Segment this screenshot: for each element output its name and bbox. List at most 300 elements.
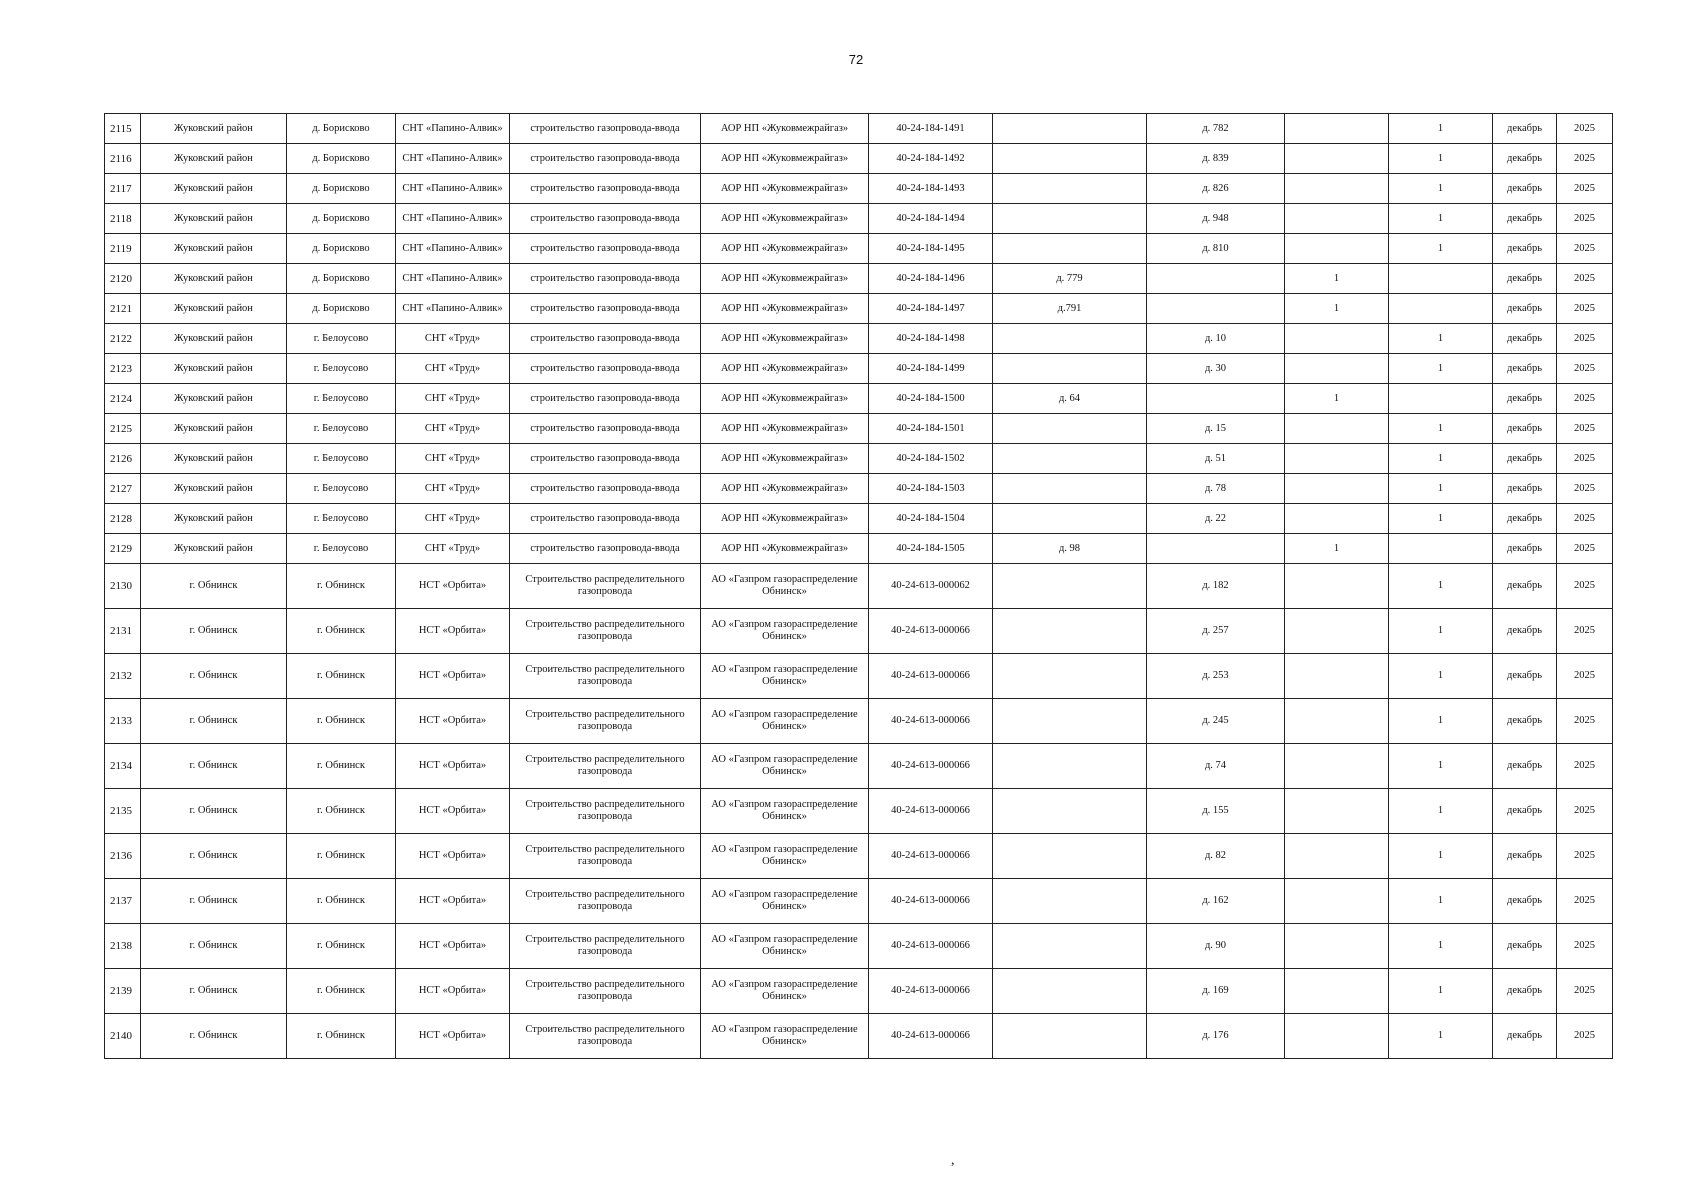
organization-cell: АО «Газпром газораспределение Обнинск» — [701, 789, 869, 834]
gasification-table — [104, 113, 1613, 1059]
table-body — [105, 114, 1613, 1059]
house-b-cell: д. 30 — [1147, 354, 1285, 384]
table-row — [105, 144, 1613, 174]
object-code-cell: 40-24-613-000066 — [869, 1014, 993, 1059]
house-a-cell — [993, 564, 1147, 609]
snt-cell: СНТ «Папино-Алвик» — [396, 234, 510, 264]
house-a-cell — [993, 969, 1147, 1014]
organization-cell: АО «Газпром газораспределение Обнинск» — [701, 1014, 869, 1059]
snt-cell: НСТ «Орбита» — [396, 879, 510, 924]
count-b-cell: 1 — [1389, 144, 1493, 174]
count-b-cell: 1 — [1389, 654, 1493, 699]
row-number-cell: 2119 — [105, 234, 141, 264]
locality-cell: д. Борисково — [287, 174, 396, 204]
table-row — [105, 264, 1613, 294]
row-number-cell: 2124 — [105, 384, 141, 414]
district-cell: Жуковский район — [141, 264, 287, 294]
locality-cell: г. Обнинск — [287, 879, 396, 924]
object-code-cell: 40-24-613-000066 — [869, 969, 993, 1014]
snt-cell: СНТ «Папино-Алвик» — [396, 144, 510, 174]
district-cell: г. Обнинск — [141, 609, 287, 654]
table-row — [105, 969, 1613, 1014]
month-cell: декабрь — [1493, 654, 1557, 699]
table-row — [105, 354, 1613, 384]
year-cell: 2025 — [1557, 1014, 1613, 1059]
count-a-cell — [1285, 504, 1389, 534]
district-cell: г. Обнинск — [141, 834, 287, 879]
object-code-cell: 40-24-613-000066 — [869, 789, 993, 834]
count-a-cell — [1285, 204, 1389, 234]
district-cell: Жуковский район — [141, 384, 287, 414]
locality-cell: г. Обнинск — [287, 834, 396, 879]
house-a-cell — [993, 474, 1147, 504]
month-cell: декабрь — [1493, 789, 1557, 834]
locality-cell: г. Белоусово — [287, 354, 396, 384]
year-cell: 2025 — [1557, 744, 1613, 789]
table-row — [105, 474, 1613, 504]
house-a-cell — [993, 654, 1147, 699]
year-cell: 2025 — [1557, 414, 1613, 444]
house-b-cell: д. 51 — [1147, 444, 1285, 474]
count-b-cell: 1 — [1389, 504, 1493, 534]
object-code-cell: 40-24-184-1491 — [869, 114, 993, 144]
locality-cell: г. Белоусово — [287, 414, 396, 444]
work-type-cell: строительство газопровода-ввода — [510, 504, 701, 534]
object-code-cell: 40-24-184-1501 — [869, 414, 993, 444]
table-row — [105, 564, 1613, 609]
house-b-cell: д. 155 — [1147, 789, 1285, 834]
house-b-cell: д. 15 — [1147, 414, 1285, 444]
house-a-cell — [993, 504, 1147, 534]
count-a-cell — [1285, 474, 1389, 504]
year-cell: 2025 — [1557, 444, 1613, 474]
house-b-cell — [1147, 264, 1285, 294]
year-cell: 2025 — [1557, 324, 1613, 354]
table-row — [105, 384, 1613, 414]
table-row — [105, 414, 1613, 444]
house-b-cell: д. 948 — [1147, 204, 1285, 234]
row-number-cell: 2138 — [105, 924, 141, 969]
count-a-cell — [1285, 114, 1389, 144]
house-a-cell — [993, 114, 1147, 144]
snt-cell: СНТ «Труд» — [396, 414, 510, 444]
house-a-cell — [993, 834, 1147, 879]
district-cell: г. Обнинск — [141, 789, 287, 834]
year-cell: 2025 — [1557, 174, 1613, 204]
organization-cell: АОР НП «Жуковмежрайгаз» — [701, 114, 869, 144]
organization-cell: АО «Газпром газораспределение Обнинск» — [701, 654, 869, 699]
district-cell: г. Обнинск — [141, 924, 287, 969]
work-type-cell: строительство газопровода-ввода — [510, 264, 701, 294]
table-row — [105, 789, 1613, 834]
work-type-cell: Строительство распределительного газопровода — [510, 744, 701, 789]
locality-cell: г. Обнинск — [287, 609, 396, 654]
district-cell: г. Обнинск — [141, 1014, 287, 1059]
month-cell: декабрь — [1493, 474, 1557, 504]
object-code-cell: 40-24-184-1497 — [869, 294, 993, 324]
organization-cell: АОР НП «Жуковмежрайгаз» — [701, 474, 869, 504]
object-code-cell: 40-24-613-000066 — [869, 879, 993, 924]
house-a-cell — [993, 744, 1147, 789]
locality-cell: г. Обнинск — [287, 699, 396, 744]
count-a-cell — [1285, 699, 1389, 744]
locality-cell: г. Обнинск — [287, 789, 396, 834]
count-b-cell: 1 — [1389, 969, 1493, 1014]
organization-cell: АО «Газпром газораспределение Обнинск» — [701, 609, 869, 654]
year-cell: 2025 — [1557, 294, 1613, 324]
year-cell: 2025 — [1557, 969, 1613, 1014]
house-b-cell — [1147, 294, 1285, 324]
organization-cell: АО «Газпром газораспределение Обнинск» — [701, 744, 869, 789]
row-number-cell: 2115 — [105, 114, 141, 144]
month-cell: декабрь — [1493, 1014, 1557, 1059]
count-b-cell: 1 — [1389, 354, 1493, 384]
locality-cell: д. Борисково — [287, 234, 396, 264]
count-a-cell: 1 — [1285, 294, 1389, 324]
object-code-cell: 40-24-613-000066 — [869, 744, 993, 789]
house-b-cell: д. 169 — [1147, 969, 1285, 1014]
organization-cell: АО «Газпром газораспределение Обнинск» — [701, 699, 869, 744]
district-cell: Жуковский район — [141, 324, 287, 354]
count-a-cell — [1285, 744, 1389, 789]
year-cell: 2025 — [1557, 609, 1613, 654]
month-cell: декабрь — [1493, 534, 1557, 564]
organization-cell: АОР НП «Жуковмежрайгаз» — [701, 294, 869, 324]
organization-cell: АОР НП «Жуковмежрайгаз» — [701, 234, 869, 264]
house-a-cell — [993, 924, 1147, 969]
count-a-cell — [1285, 654, 1389, 699]
count-a-cell — [1285, 444, 1389, 474]
district-cell: Жуковский район — [141, 294, 287, 324]
snt-cell: НСТ «Орбита» — [396, 969, 510, 1014]
count-b-cell: 1 — [1389, 204, 1493, 234]
organization-cell: АОР НП «Жуковмежрайгаз» — [701, 384, 869, 414]
house-a-cell — [993, 414, 1147, 444]
work-type-cell: строительство газопровода-ввода — [510, 474, 701, 504]
house-b-cell: д. 22 — [1147, 504, 1285, 534]
table-row — [105, 654, 1613, 699]
table-row — [105, 834, 1613, 879]
object-code-cell: 40-24-613-000066 — [869, 609, 993, 654]
locality-cell: г. Обнинск — [287, 654, 396, 699]
work-type-cell: строительство газопровода-ввода — [510, 114, 701, 144]
table-row — [105, 609, 1613, 654]
count-b-cell: 1 — [1389, 1014, 1493, 1059]
district-cell: Жуковский район — [141, 234, 287, 264]
object-code-cell: 40-24-613-000066 — [869, 699, 993, 744]
house-b-cell: д. 74 — [1147, 744, 1285, 789]
organization-cell: АО «Газпром газораспределение Обнинск» — [701, 834, 869, 879]
house-a-cell — [993, 234, 1147, 264]
object-code-cell: 40-24-184-1505 — [869, 534, 993, 564]
work-type-cell: строительство газопровода-ввода — [510, 384, 701, 414]
row-number-cell: 2125 — [105, 414, 141, 444]
count-b-cell: 1 — [1389, 879, 1493, 924]
district-cell: Жуковский район — [141, 174, 287, 204]
house-a-cell — [993, 174, 1147, 204]
locality-cell: г. Обнинск — [287, 924, 396, 969]
locality-cell: г. Белоусово — [287, 444, 396, 474]
house-b-cell: д. 162 — [1147, 879, 1285, 924]
row-number-cell: 2118 — [105, 204, 141, 234]
snt-cell: СНТ «Папино-Алвик» — [396, 114, 510, 144]
work-type-cell: строительство газопровода-ввода — [510, 204, 701, 234]
locality-cell: д. Борисково — [287, 144, 396, 174]
locality-cell: г. Белоусово — [287, 534, 396, 564]
year-cell: 2025 — [1557, 654, 1613, 699]
row-number-cell: 2126 — [105, 444, 141, 474]
count-a-cell — [1285, 609, 1389, 654]
object-code-cell: 40-24-613-000062 — [869, 564, 993, 609]
snt-cell: НСТ «Орбита» — [396, 609, 510, 654]
snt-cell: НСТ «Орбита» — [396, 834, 510, 879]
snt-cell: СНТ «Папино-Алвик» — [396, 294, 510, 324]
work-type-cell: Строительство распределительного газопровода — [510, 564, 701, 609]
year-cell: 2025 — [1557, 264, 1613, 294]
snt-cell: НСТ «Орбита» — [396, 699, 510, 744]
table-row — [105, 204, 1613, 234]
object-code-cell: 40-24-184-1492 — [869, 144, 993, 174]
snt-cell: СНТ «Папино-Алвик» — [396, 264, 510, 294]
work-type-cell: строительство газопровода-ввода — [510, 234, 701, 264]
work-type-cell: Строительство распределительного газопровода — [510, 789, 701, 834]
count-b-cell: 1 — [1389, 564, 1493, 609]
table-row — [105, 324, 1613, 354]
count-b-cell — [1389, 294, 1493, 324]
organization-cell: АОР НП «Жуковмежрайгаз» — [701, 504, 869, 534]
count-a-cell — [1285, 789, 1389, 834]
year-cell: 2025 — [1557, 924, 1613, 969]
work-type-cell: строительство газопровода-ввода — [510, 174, 701, 204]
row-number-cell: 2134 — [105, 744, 141, 789]
house-b-cell: д. 78 — [1147, 474, 1285, 504]
house-a-cell — [993, 144, 1147, 174]
row-number-cell: 2132 — [105, 654, 141, 699]
house-b-cell: д. 82 — [1147, 834, 1285, 879]
table-row — [105, 174, 1613, 204]
month-cell: декабрь — [1493, 294, 1557, 324]
house-a-cell — [993, 879, 1147, 924]
organization-cell: АОР НП «Жуковмежрайгаз» — [701, 144, 869, 174]
count-a-cell — [1285, 144, 1389, 174]
district-cell: Жуковский район — [141, 534, 287, 564]
object-code-cell: 40-24-184-1498 — [869, 324, 993, 354]
district-cell: Жуковский район — [141, 504, 287, 534]
month-cell: декабрь — [1493, 174, 1557, 204]
object-code-cell: 40-24-184-1495 — [869, 234, 993, 264]
house-b-cell: д. 253 — [1147, 654, 1285, 699]
locality-cell: г. Белоусово — [287, 384, 396, 414]
district-cell: г. Обнинск — [141, 879, 287, 924]
month-cell: декабрь — [1493, 354, 1557, 384]
work-type-cell: строительство газопровода-ввода — [510, 324, 701, 354]
month-cell: декабрь — [1493, 834, 1557, 879]
snt-cell: НСТ «Орбита» — [396, 744, 510, 789]
locality-cell: д. Борисково — [287, 204, 396, 234]
scan-mark: , — [951, 1153, 955, 1168]
count-b-cell: 1 — [1389, 234, 1493, 264]
table-row — [105, 1014, 1613, 1059]
district-cell: Жуковский район — [141, 114, 287, 144]
house-b-cell: д. 810 — [1147, 234, 1285, 264]
count-a-cell — [1285, 969, 1389, 1014]
row-number-cell: 2131 — [105, 609, 141, 654]
count-b-cell: 1 — [1389, 114, 1493, 144]
count-a-cell — [1285, 924, 1389, 969]
count-b-cell: 1 — [1389, 609, 1493, 654]
house-b-cell: д. 90 — [1147, 924, 1285, 969]
row-number-cell: 2117 — [105, 174, 141, 204]
house-b-cell: д. 182 — [1147, 564, 1285, 609]
organization-cell: АО «Газпром газораспределение Обнинск» — [701, 564, 869, 609]
count-b-cell — [1389, 264, 1493, 294]
house-b-cell: д. 826 — [1147, 174, 1285, 204]
house-a-cell — [993, 204, 1147, 234]
work-type-cell: Строительство распределительного газопровода — [510, 834, 701, 879]
locality-cell: д. Борисково — [287, 294, 396, 324]
year-cell: 2025 — [1557, 534, 1613, 564]
house-b-cell: д. 245 — [1147, 699, 1285, 744]
row-number-cell: 2122 — [105, 324, 141, 354]
count-b-cell: 1 — [1389, 324, 1493, 354]
month-cell: декабрь — [1493, 264, 1557, 294]
count-b-cell: 1 — [1389, 834, 1493, 879]
snt-cell: СНТ «Труд» — [396, 504, 510, 534]
count-b-cell: 1 — [1389, 924, 1493, 969]
year-cell: 2025 — [1557, 474, 1613, 504]
month-cell: декабрь — [1493, 144, 1557, 174]
year-cell: 2025 — [1557, 204, 1613, 234]
house-a-cell: д.791 — [993, 294, 1147, 324]
district-cell: Жуковский район — [141, 354, 287, 384]
work-type-cell: строительство газопровода-ввода — [510, 144, 701, 174]
district-cell: Жуковский район — [141, 444, 287, 474]
house-a-cell — [993, 324, 1147, 354]
district-cell: Жуковский район — [141, 144, 287, 174]
year-cell: 2025 — [1557, 114, 1613, 144]
table-row — [105, 504, 1613, 534]
locality-cell: г. Обнинск — [287, 1014, 396, 1059]
house-a-cell — [993, 354, 1147, 384]
row-number-cell: 2130 — [105, 564, 141, 609]
snt-cell: НСТ «Орбита» — [396, 1014, 510, 1059]
house-b-cell: д. 782 — [1147, 114, 1285, 144]
locality-cell: г. Белоусово — [287, 324, 396, 354]
organization-cell: АОР НП «Жуковмежрайгаз» — [701, 324, 869, 354]
locality-cell: д. Борисково — [287, 114, 396, 144]
house-a-cell: д. 779 — [993, 264, 1147, 294]
year-cell: 2025 — [1557, 384, 1613, 414]
work-type-cell: строительство газопровода-ввода — [510, 294, 701, 324]
year-cell: 2025 — [1557, 879, 1613, 924]
object-code-cell: 40-24-184-1499 — [869, 354, 993, 384]
row-number-cell: 2139 — [105, 969, 141, 1014]
district-cell: г. Обнинск — [141, 969, 287, 1014]
work-type-cell: строительство газопровода-ввода — [510, 534, 701, 564]
row-number-cell: 2121 — [105, 294, 141, 324]
year-cell: 2025 — [1557, 564, 1613, 609]
district-cell: Жуковский район — [141, 414, 287, 444]
locality-cell: г. Обнинск — [287, 564, 396, 609]
work-type-cell: Строительство распределительного газопровода — [510, 969, 701, 1014]
count-b-cell: 1 — [1389, 789, 1493, 834]
count-b-cell: 1 — [1389, 414, 1493, 444]
table-row — [105, 699, 1613, 744]
table-row — [105, 744, 1613, 789]
work-type-cell: Строительство распределительного газопровода — [510, 924, 701, 969]
object-code-cell: 40-24-184-1493 — [869, 174, 993, 204]
count-b-cell: 1 — [1389, 174, 1493, 204]
work-type-cell: строительство газопровода-ввода — [510, 414, 701, 444]
district-cell: Жуковский район — [141, 204, 287, 234]
month-cell: декабрь — [1493, 744, 1557, 789]
organization-cell: АОР НП «Жуковмежрайгаз» — [701, 204, 869, 234]
organization-cell: АО «Газпром газораспределение Обнинск» — [701, 879, 869, 924]
object-code-cell: 40-24-184-1503 — [869, 474, 993, 504]
year-cell: 2025 — [1557, 354, 1613, 384]
work-type-cell: Строительство распределительного газопровода — [510, 1014, 701, 1059]
locality-cell: г. Обнинск — [287, 744, 396, 789]
object-code-cell: 40-24-613-000066 — [869, 924, 993, 969]
table-row — [105, 234, 1613, 264]
house-b-cell: д. 257 — [1147, 609, 1285, 654]
month-cell: декабрь — [1493, 609, 1557, 654]
snt-cell: СНТ «Папино-Алвик» — [396, 174, 510, 204]
locality-cell: г. Обнинск — [287, 969, 396, 1014]
count-a-cell — [1285, 414, 1389, 444]
table-row — [105, 534, 1613, 564]
count-a-cell: 1 — [1285, 384, 1389, 414]
work-type-cell: Строительство распределительного газопровода — [510, 654, 701, 699]
house-b-cell — [1147, 384, 1285, 414]
house-a-cell — [993, 1014, 1147, 1059]
row-number-cell: 2123 — [105, 354, 141, 384]
house-a-cell — [993, 444, 1147, 474]
count-a-cell — [1285, 834, 1389, 879]
row-number-cell: 2127 — [105, 474, 141, 504]
house-a-cell — [993, 789, 1147, 834]
count-b-cell — [1389, 384, 1493, 414]
district-cell: г. Обнинск — [141, 564, 287, 609]
object-code-cell: 40-24-184-1500 — [869, 384, 993, 414]
object-code-cell: 40-24-184-1494 — [869, 204, 993, 234]
locality-cell: д. Борисково — [287, 264, 396, 294]
organization-cell: АОР НП «Жуковмежрайгаз» — [701, 264, 869, 294]
district-cell: Жуковский район — [141, 474, 287, 504]
year-cell: 2025 — [1557, 144, 1613, 174]
house-a-cell — [993, 699, 1147, 744]
organization-cell: АОР НП «Жуковмежрайгаз» — [701, 354, 869, 384]
snt-cell: СНТ «Труд» — [396, 474, 510, 504]
count-b-cell — [1389, 534, 1493, 564]
work-type-cell: Строительство распределительного газопровода — [510, 699, 701, 744]
organization-cell: АОР НП «Жуковмежрайгаз» — [701, 534, 869, 564]
work-type-cell: строительство газопровода-ввода — [510, 444, 701, 474]
count-b-cell: 1 — [1389, 744, 1493, 789]
object-code-cell: 40-24-613-000066 — [869, 654, 993, 699]
row-number-cell: 2133 — [105, 699, 141, 744]
table-row — [105, 294, 1613, 324]
table-row — [105, 444, 1613, 474]
snt-cell: СНТ «Труд» — [396, 444, 510, 474]
snt-cell: СНТ «Папино-Алвик» — [396, 204, 510, 234]
year-cell: 2025 — [1557, 504, 1613, 534]
count-a-cell — [1285, 564, 1389, 609]
work-type-cell: Строительство распределительного газопровода — [510, 609, 701, 654]
row-number-cell: 2136 — [105, 834, 141, 879]
organization-cell: АОР НП «Жуковмежрайгаз» — [701, 444, 869, 474]
snt-cell: НСТ «Орбита» — [396, 789, 510, 834]
